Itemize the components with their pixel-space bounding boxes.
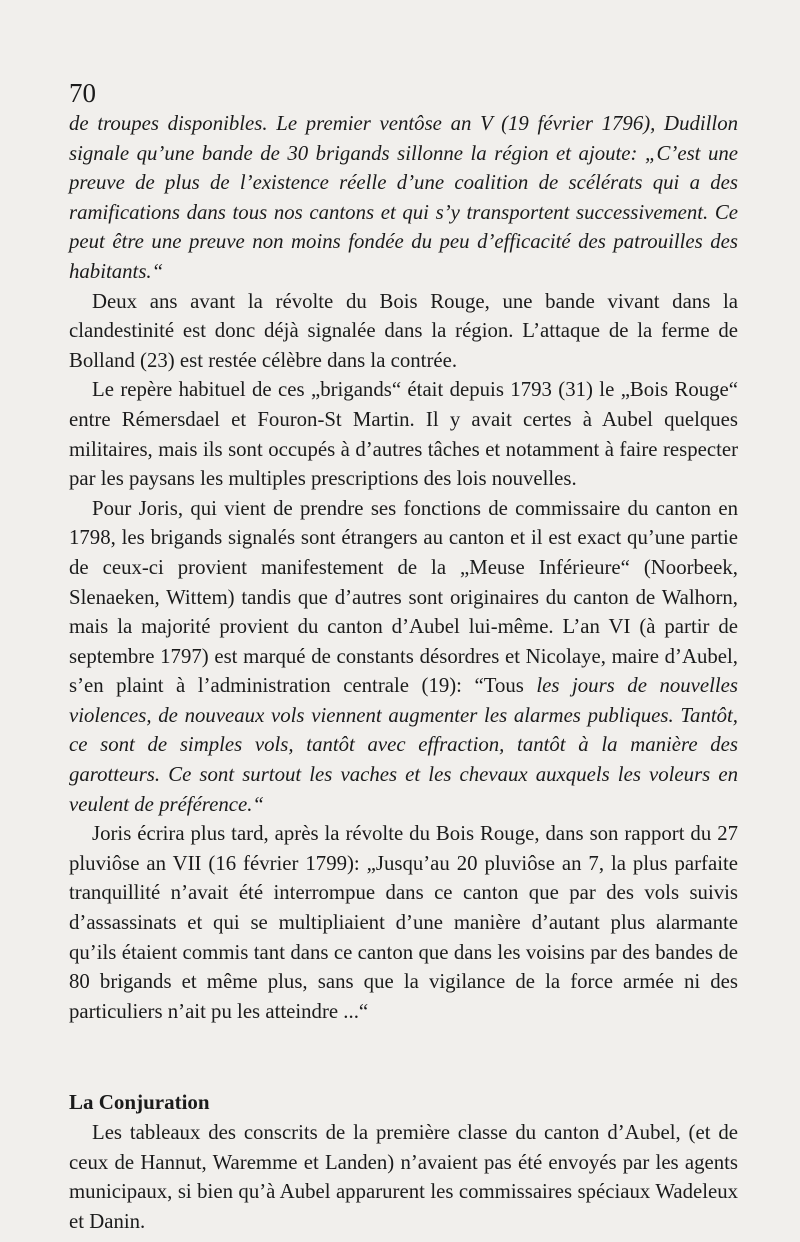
paragraph-nicolaye-quote: les jours de nouvelles violences, de nouveaux vols viennent augmenter les alarmes publiques. Tantôt, ce sont de simples vols, tantôt avec effraction, tantôt à la manière des garotteurs. Ce sont surtout les vaches et les chevaux auxquels les voleurs en veulent de préférence.“ [69, 674, 738, 816]
body-text [69, 109, 738, 1026]
paragraph-joris-roman-text: Pour Joris, qui vient de prendre ses fonctions de commissaire du canton en 1798, les brigands signalés sont étrangers au canton et il est exact qu’une partie de ceux-ci provient manifestement de la „Meuse Inférieure“ (Noorbeek, Slenaeken, Wittem) tandis que d’autres sont originaires du canton de Walhorn, mais la majorité provient du canton d’Aubel lui-même. L’an VI (à partir de septembre 1797) est marqué de constants désordres et Nicolaye, maire d’Aubel, s’en plaint à l’administration centrale (19): “Tous [69, 496, 738, 698]
paragraph-joris-report: Joris écrira plus tard, après la révolte du Bois Rouge, dans son rapport du 27 pluviôse an VII (16 février 1799): „Jusqu’au 20 pluviôse an 7, la plus parfaite tranquillité n’avait été interrompue dans ce canton que par des vols suivis d’assassinats et qui se multipliaient d’une manière d’autant plus alarmante qu’ils étaient commis tant dans ce canton que dans les voisins par des bandes de 80 brigands et même plus, sans que la vigilance de la force armée ni des particuliers n’ait pu les atteindre ...“ [69, 822, 738, 1023]
paragraph-conscrits-tables: Les tableaux des conscrits de la première classe du canton d’Aubel, (et de ceux de Hannut, Waremme et Landen) n’avaient pas été envoyés par les agents municipaux, si bien qu’à Aubel apparurent les commissaires spéciaux Wadeleux et Danin. [69, 1121, 738, 1233]
paragraph-brigand-hideout: Le repère habituel de ces „brigands“ était depuis 1793 (31) le „Bois Rouge“ entre Rémersdael et Fouron-St Martin. Il y avait certes à Aubel quelques militaires, mais ils sont occupés à d’autres tâches et notamment à faire respecter par les paysans les multiples prescriptions des lois nouvelles. [69, 378, 738, 491]
paragraph-bois-rouge-band: Deux ans avant la révolte du Bois Rouge, une bande vivant dans la clandestinité est donc déjà signalée dans la région. L’attaque de la ferme de Bolland (23) est restée célèbre dans la contrée. [69, 289, 738, 372]
page-number: 70 [69, 78, 96, 108]
paragraph-quote-continuation: de troupes disponibles. Le premier ventôse an V (19 février 1796), Dudillon signale qu’une bande de 30 brigands sillonne la région et ajoute: „C’est une preuve de plus de l’existence réelle d’une coalition de scélérats qui a des ramifications dans tous nos cantons et qui s’y transportent successivement. Ce peut être une preuve non moins fondée du peu d’efficacité des patrouilles des habitants.“ [69, 112, 738, 283]
section-body-text [69, 1118, 738, 1236]
paragraph-joris-commissaire [69, 494, 738, 820]
section-heading: La Conjuration [69, 1090, 210, 1115]
